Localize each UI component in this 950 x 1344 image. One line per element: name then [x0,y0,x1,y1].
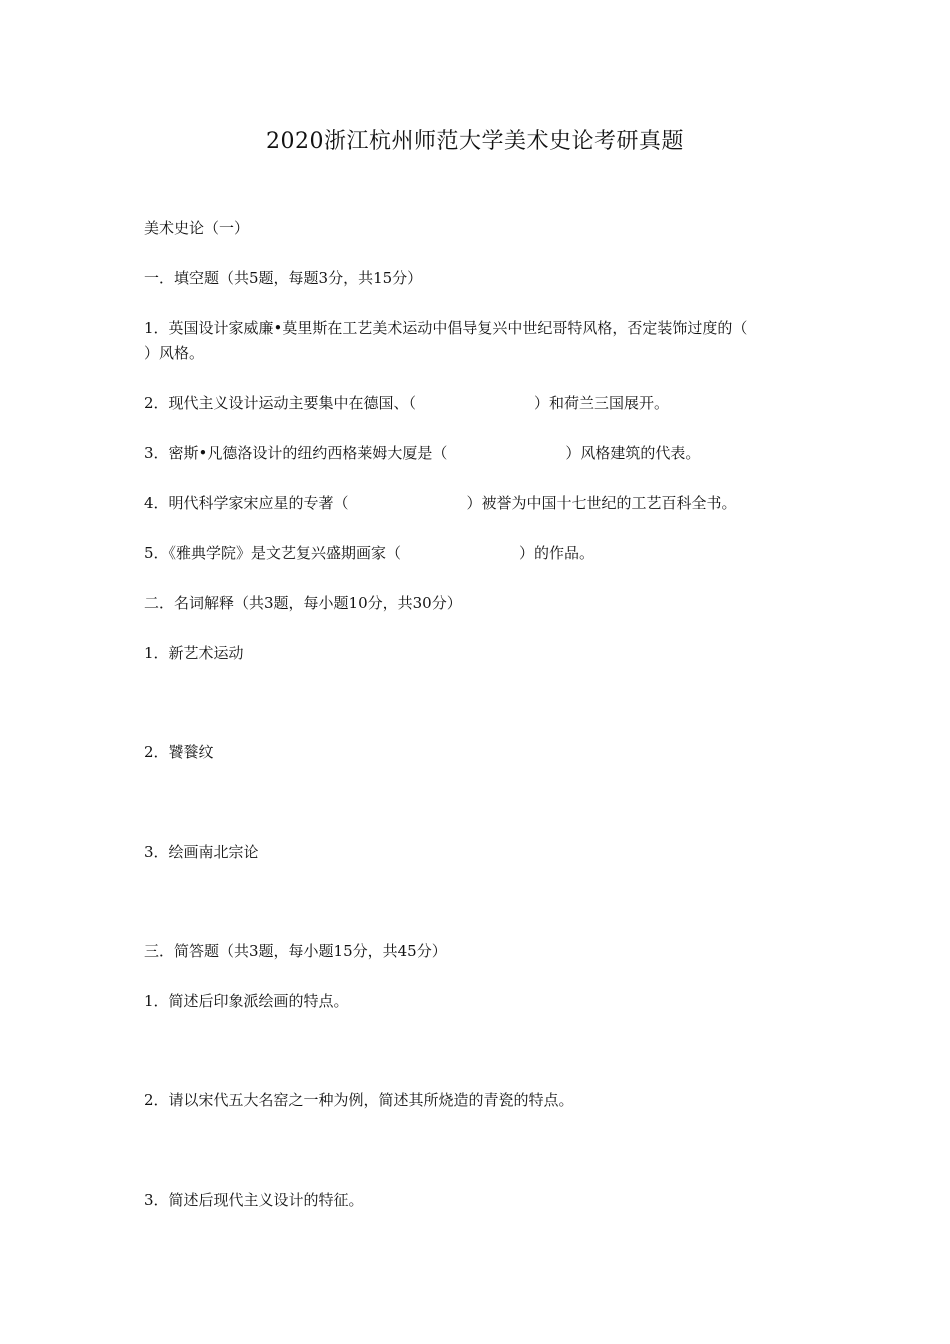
part1-question-5 [144,541,814,565]
part1-question-3 [144,441,814,465]
part2-heading: 二．名词解释（共3题，每小题10分，共30分） [144,594,462,612]
q5-text-before-blank: 5．《雅典学院》是文艺复兴盛期画家（ [144,544,402,562]
part1-question-1-line1: 1．英国设计家威廉•莫里斯在工艺美术运动中倡导复兴中世纪哥特风格，否定装饰过度的（ [144,319,748,337]
q2-text-before-blank: 2．现代主义设计运动主要集中在德国、（ [144,394,417,412]
part3-question-2: 2．请以宋代五大名窑之一种为例，简述其所烧造的青瓷的特点。 [144,1091,574,1109]
part2-question-1: 1．新艺术运动 [144,644,244,662]
q4-text-after-blank: ）被誉为中国十七世纪的工艺百科全书。 [466,494,737,512]
q3-text-after-blank: ）风格建筑的代表。 [565,444,701,462]
q2-text-after-blank: ）和荷兰三国展开。 [534,394,670,412]
part1-question-4 [144,491,814,515]
part2-question-3: 3．绘画南北宗论 [144,843,259,861]
q4-text-before-blank: 4．明代科学家宋应星的专著（ [144,494,349,512]
part1-heading: 一．填空题（共5题，每题3分，共15分） [144,269,423,287]
part3-question-3: 3．简述后现代主义设计的特征。 [144,1191,364,1209]
section-header: 美术史论（一） [144,219,250,237]
part2-question-2: 2．饕餮纹 [144,743,214,761]
part3-heading: 三．简答题（共3题，每小题15分，共45分） [144,942,447,960]
q3-text-before-blank: 3．密斯•凡德洛设计的纽约西格莱姆大厦是（ [144,444,448,462]
document-title: 2020浙江杭州师范大学美术史论考研真题 [266,129,684,154]
part1-question-2 [144,391,814,415]
part1-question-1-line2: ）风格。 [144,344,205,362]
q5-text-after-blank: ）的作品。 [519,544,595,562]
part3-question-1: 1．简述后印象派绘画的特点。 [144,992,349,1010]
